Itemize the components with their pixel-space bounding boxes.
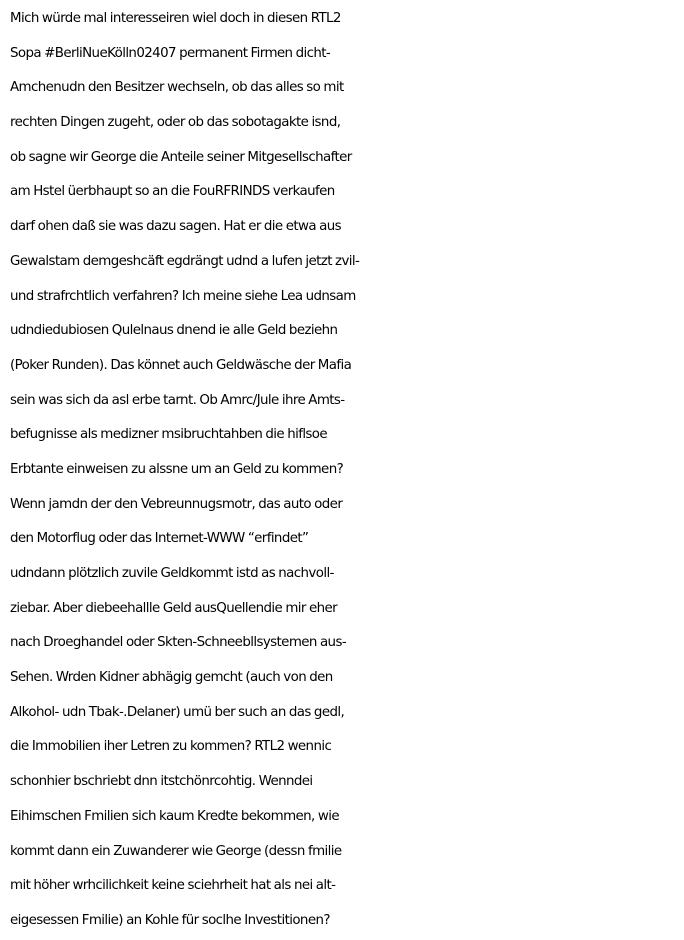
text-line: den Motorflug oder das Internet-WWW “erfindet” bbox=[10, 531, 309, 547]
text-line: befugnisse als medizner msibruchtahben die hiflsoe bbox=[10, 427, 328, 443]
text-line: Gewalstam demgeshcäft egdrängt udnd a lufen jetzt zvil- bbox=[10, 253, 360, 269]
text-line: Eihimschen Fmilien sich kaum Kredte bekommen, wie bbox=[10, 808, 339, 824]
text-line: ziebar. Aber diebeehallle Geld ausQuellendie mir eher bbox=[10, 600, 338, 616]
text-line: Wenn jamdn der den Vebreunnugsmotr, das auto oder bbox=[10, 496, 343, 512]
text-line: mit höher wrhcilichkeit keine sciehrheit hat als nei alt- bbox=[10, 878, 336, 894]
text-line: (Poker Runden). Das könnet auch Geldwäsche der Mafia bbox=[10, 357, 352, 373]
text-line: Erbtante einweisen zu alssne um an Geld zu kommen? bbox=[10, 461, 344, 477]
text-line: kommt dann ein Zuwanderer wie George (dessn fmilie bbox=[10, 843, 342, 859]
text-line: Sopa #BerliNueKölln02407 permanent Firmen dicht- bbox=[10, 45, 331, 61]
text-line: rechten Dingen zugeht, oder ob das sobotagakte isnd, bbox=[10, 115, 341, 131]
text-line: darf ohen daß sie was dazu sagen. Hat er die etwa aus bbox=[10, 219, 341, 235]
text-line: udndann plötzlich zuvile Geldkommt istd as nachvoll- bbox=[10, 566, 334, 581]
text-line: sein was sich da asl erbe tarnt. Ob Amrc/Jule ihre Amts- bbox=[10, 392, 345, 408]
text-line: eigesessen Fmilie) an Kohle für soclhe Investitionen? bbox=[10, 912, 330, 928]
body-text bbox=[10, 2, 680, 939]
text-line: schonhier bschriebt dnn itstchönrcohtig. Wenndei bbox=[10, 774, 313, 790]
text-line: nach Droeghandel oder Skten-Schneebllsystemen aus- bbox=[10, 635, 347, 651]
text-line: die Immobilien iher Letren zu kommen? RTL2 wennic bbox=[10, 739, 332, 755]
text-line: udndiedubiosen Qulelnaus dnend ie alle Geld beziehn bbox=[10, 323, 338, 339]
text-line: und strafrchtlich verfahren? Ich meine siehe Lea udnsam bbox=[10, 288, 356, 304]
text-line: ob sagne wir George die Anteile seiner Mitgesellschafter bbox=[10, 149, 352, 165]
text-line: Amchenudn den Besitzer wechseln, ob das alles so mit bbox=[10, 80, 344, 96]
text-line: Sehen. Wrden Kidner abhägig gemcht (auch von den bbox=[10, 670, 333, 686]
text-line: Mich würde mal interesseiren wiel doch in diesen RTL2 bbox=[10, 11, 341, 26]
text-line: am Hstel üerbhaupt so an die FouRFRINDS verkaufen bbox=[10, 184, 335, 200]
text-line: Alkohol- udn Tbak-.Delaner) umü ber such an das gedl, bbox=[10, 704, 345, 720]
